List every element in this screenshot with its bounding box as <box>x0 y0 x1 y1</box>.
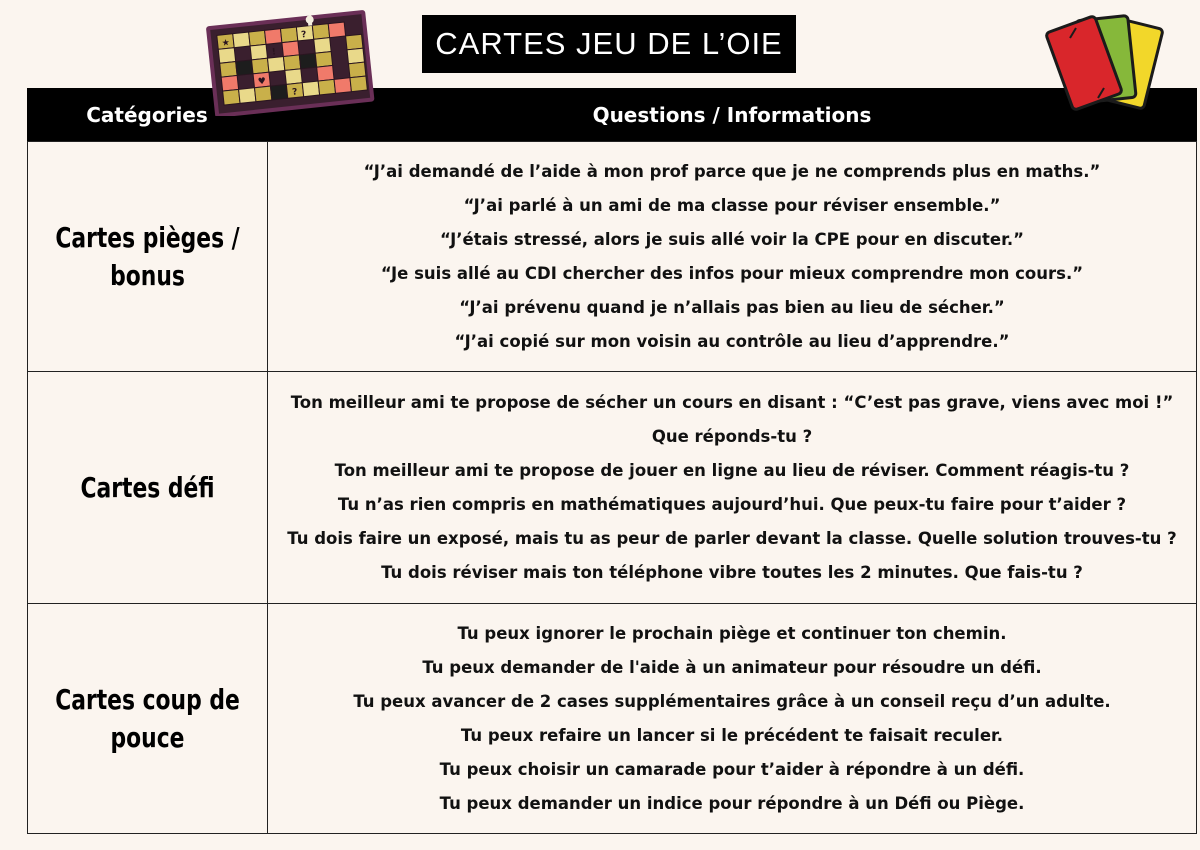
header-categories: Catégories <box>86 102 208 127</box>
category-coup-de-pouce: Cartes coup de pouce <box>55 682 240 754</box>
list-item: “J’ai demandé de l’aide à mon prof parce que je ne comprends plus en maths.” <box>363 161 1101 181</box>
row-items <box>268 604 1196 833</box>
list-item: Ton meilleur ami te propose de jouer en ligne au lieu de réviser. Comment réagis-tu ? <box>334 460 1130 480</box>
category-pieges-bonus: Cartes pièges / bonus <box>55 220 240 292</box>
list-item: Tu peux choisir un camarade pour t’aider à répondre à un défi. <box>439 759 1025 779</box>
svg-text:★: ★ <box>221 38 231 49</box>
list-item: Tu dois réviser mais ton téléphone vibre toutes les 2 minutes. Que fais-tu ? <box>381 562 1083 582</box>
table-row <box>28 372 1196 604</box>
svg-text:!: ! <box>271 47 277 58</box>
list-item: Tu peux demander de l'aide à un animateur pour résoudre un défi. <box>422 657 1042 677</box>
list-item: “Je suis allé au CDI chercher des infos pour mieux comprendre mon cours.” <box>380 263 1084 283</box>
cards-table <box>27 141 1197 834</box>
row-items <box>268 372 1196 603</box>
list-item: Tu peux avancer de 2 cases supplémentaires grâce à un conseil reçu d’un adulte. <box>353 691 1111 711</box>
row-items <box>268 142 1196 371</box>
svg-text:?: ? <box>300 30 308 41</box>
list-item: “J’ai copié sur mon voisin au contrôle au lieu d’apprendre.” <box>454 331 1010 351</box>
board-game-icon <box>196 8 382 116</box>
category-defi: Cartes défi <box>80 470 215 504</box>
list-item: Tu peux demander un indice pour répondre à un Défi ou Piège. <box>439 793 1025 813</box>
list-item: Tu peux refaire un lancer si le précédent te faisait reculer. <box>460 725 1004 745</box>
list-item: “J’ai prévenu quand je n’allais pas bien au lieu de sécher.” <box>459 297 1005 317</box>
header-questions: Questions / Informations <box>592 102 872 127</box>
list-item: Tu dois faire un exposé, mais tu as peur de parler devant la classe. Quelle solution trouves-tu ? <box>287 528 1177 548</box>
page-title: CARTES JEU DE L’OIE <box>422 15 796 73</box>
table-row <box>28 604 1196 833</box>
list-item: “J’ai parlé à un ami de ma classe pour réviser ensemble.” <box>463 195 1001 215</box>
table-row <box>28 142 1196 372</box>
playing-cards-icon <box>1040 8 1175 126</box>
list-item: Tu n’as rien compris en mathématiques aujourd’hui. Que peux-tu faire pour t’aider ? <box>337 494 1127 514</box>
svg-text:♥: ♥ <box>257 76 267 88</box>
list-item: Ton meilleur ami te propose de sécher un cours en disant : “C’est pas grave, viens avec moi !” Que réponds-tu ? <box>290 392 1174 446</box>
svg-text:?: ? <box>291 87 298 98</box>
list-item: “J’étais stressé, alors je suis allé voir la CPE pour en discuter.” <box>439 229 1025 249</box>
list-item: Tu peux ignorer le prochain piège et continuer ton chemin. <box>457 623 1007 643</box>
